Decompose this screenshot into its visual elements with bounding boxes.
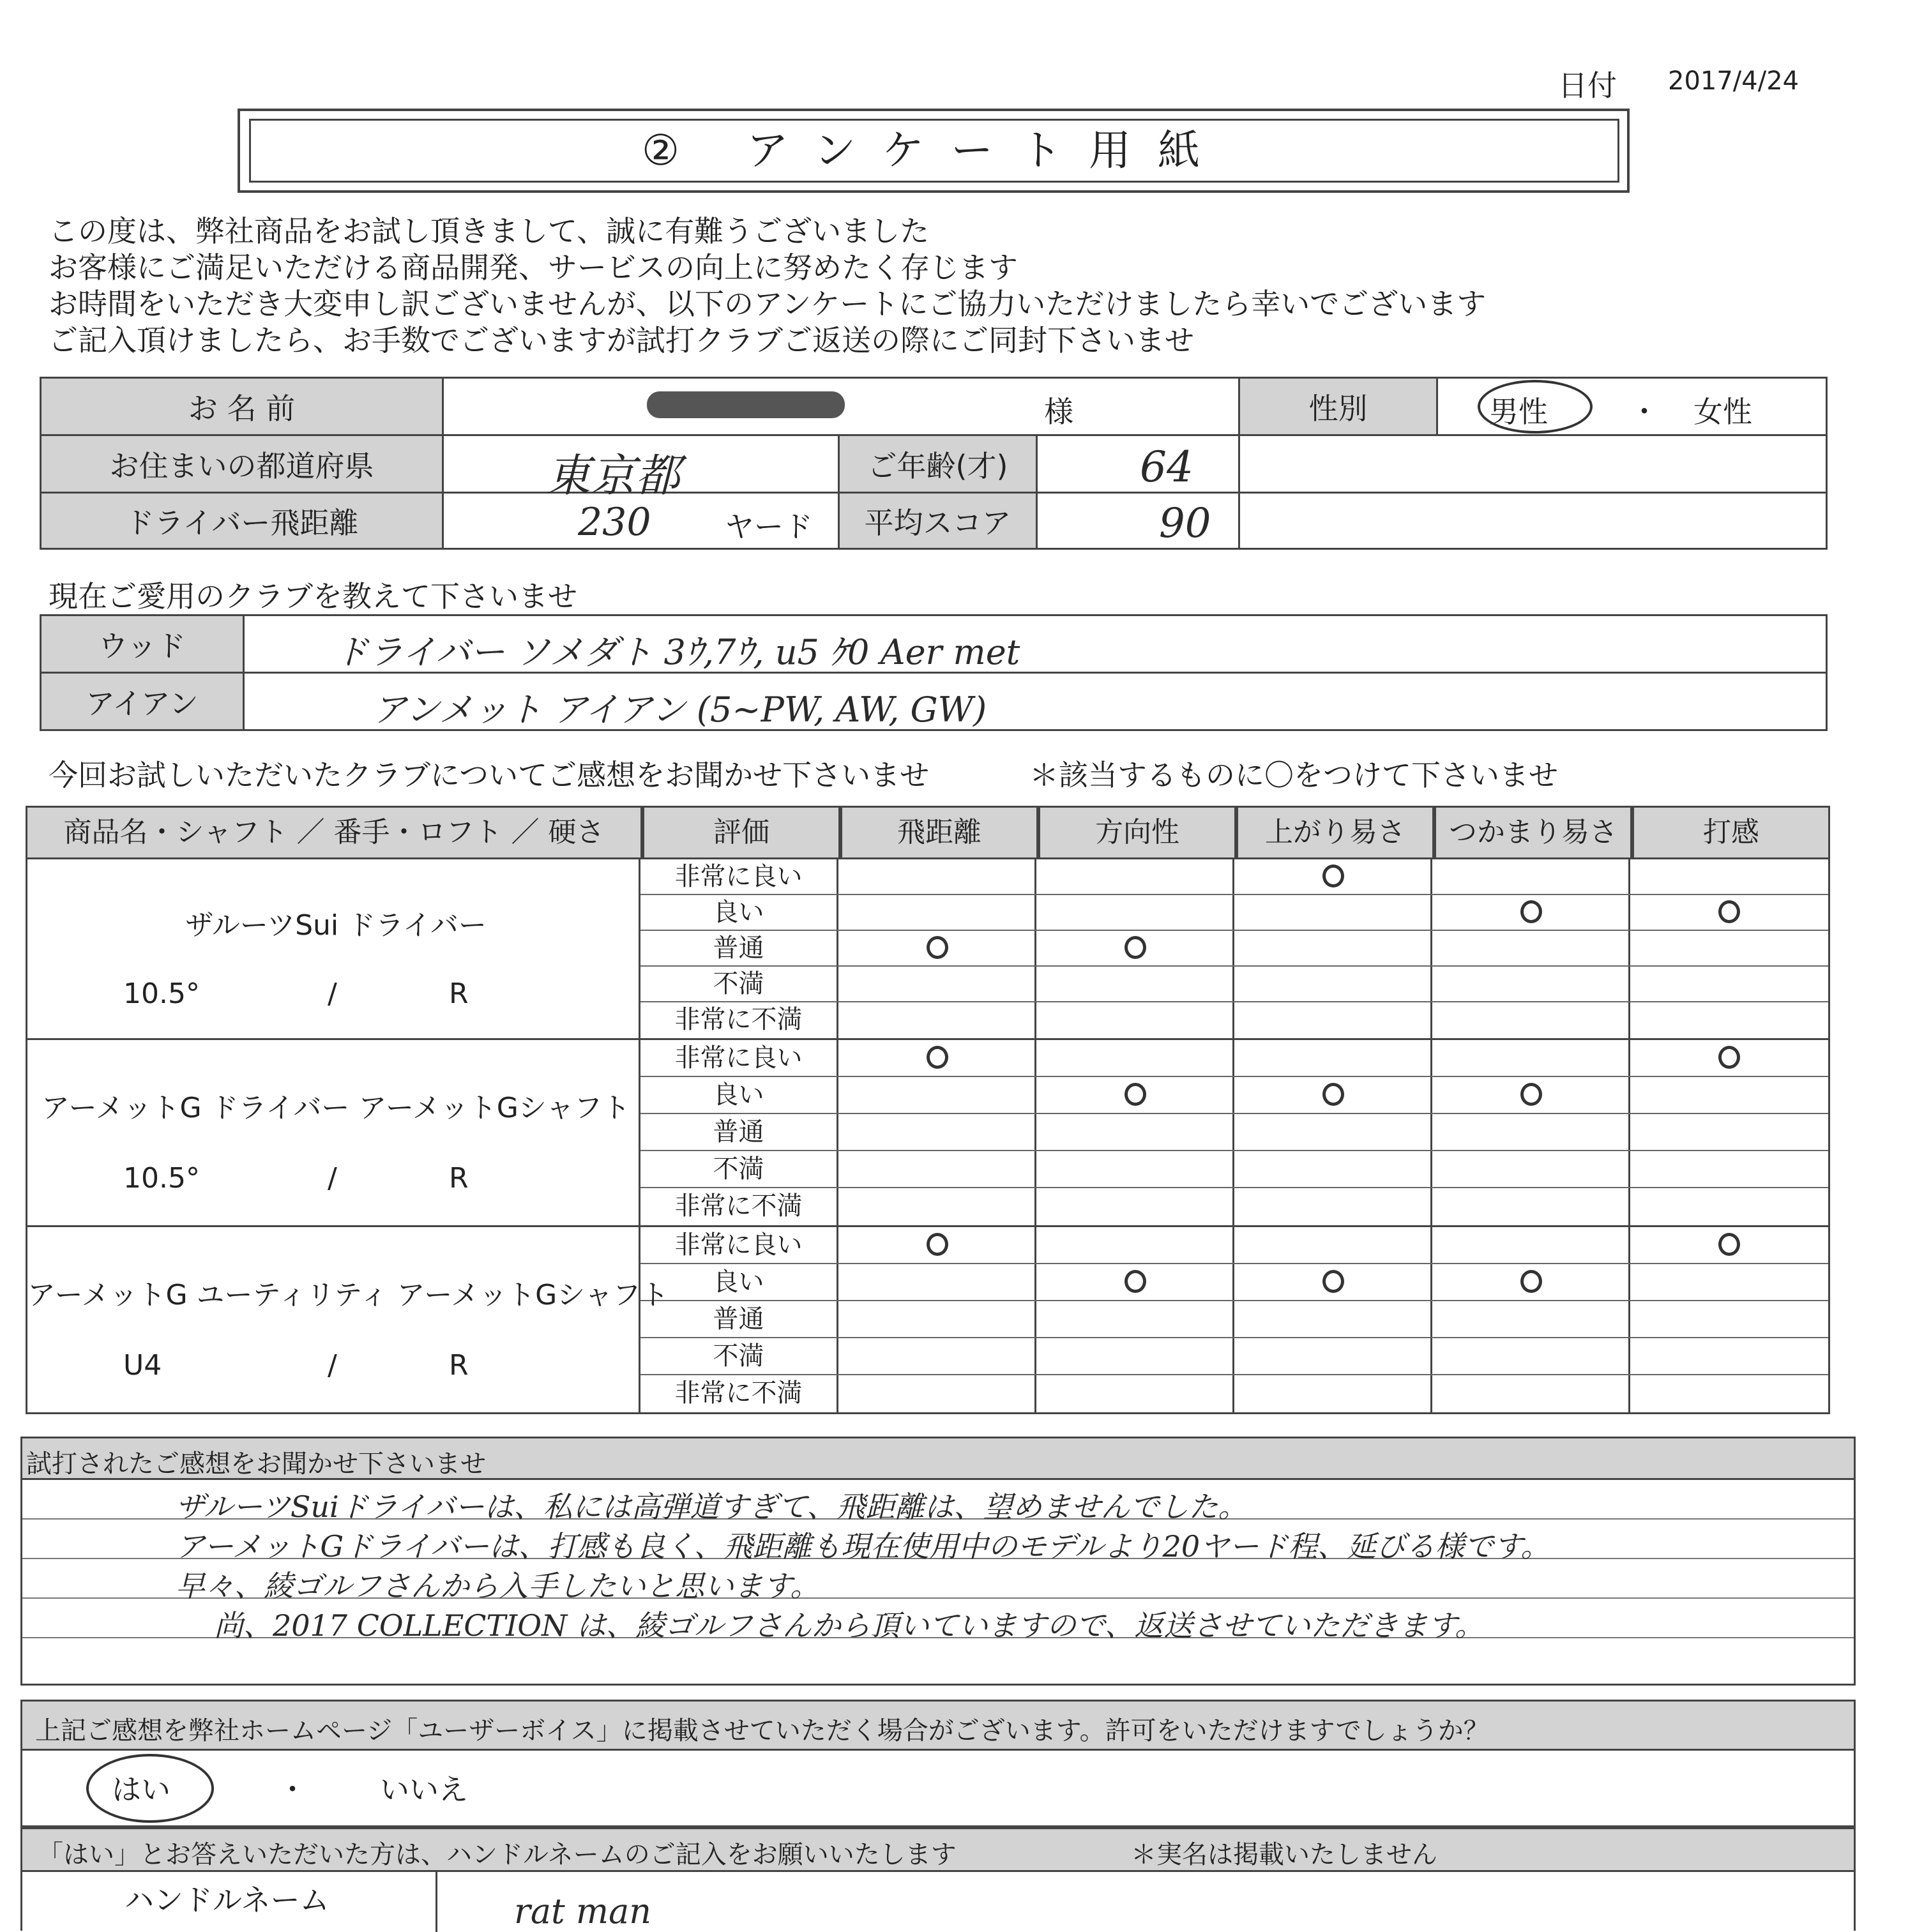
product-block xyxy=(26,1040,1830,1227)
intro-line: お客様にご満足いただける商品開発、サービスの向上に努めたく存じます xyxy=(49,250,1018,285)
permission-no[interactable]: いいえ xyxy=(380,1772,468,1807)
eval-body xyxy=(26,859,1830,1414)
rating-cell[interactable] xyxy=(1234,1077,1432,1113)
rating-label: 非常に不満 xyxy=(640,1375,838,1412)
iron-value: アンメット アイアン (5~PW, AW, GW) xyxy=(372,690,987,730)
rating-cell[interactable] xyxy=(1234,1264,1432,1300)
rating-cell[interactable] xyxy=(1630,895,1828,930)
rating-cell[interactable] xyxy=(1036,1375,1234,1412)
rating-row xyxy=(640,1114,1828,1151)
circle-mark xyxy=(1125,1083,1146,1106)
avg-score-cell[interactable] xyxy=(1037,493,1239,549)
impression-line: アーメットGドライバーは、打感も良く、飛距離も現在使用中のモデルより20ヤード程、延びる様です。 xyxy=(22,1520,1854,1559)
rating-row xyxy=(640,1002,1828,1038)
profile-table xyxy=(40,377,1828,550)
rating-cell[interactable] xyxy=(1630,967,1828,1001)
rating-cell[interactable] xyxy=(838,967,1036,1001)
rating-cell[interactable] xyxy=(1630,931,1828,965)
rating-label: 非常に不満 xyxy=(640,1002,838,1038)
rating-cell[interactable] xyxy=(1036,931,1234,965)
circle-mark xyxy=(1718,1046,1740,1069)
rating-cell[interactable] xyxy=(1234,1151,1432,1187)
rating-cell[interactable] xyxy=(838,1301,1036,1337)
rating-cell[interactable] xyxy=(1630,859,1828,894)
rating-cell[interactable] xyxy=(838,1338,1036,1374)
rating-label: 非常に良い xyxy=(640,859,838,894)
rating-cell[interactable] xyxy=(838,1151,1036,1187)
rating-cell[interactable] xyxy=(838,931,1036,965)
product-loft: U4 xyxy=(123,1349,162,1382)
rating-cell[interactable] xyxy=(838,1264,1036,1300)
impressions-box xyxy=(20,1437,1856,1686)
gender-female[interactable]: 女性 xyxy=(1693,395,1752,429)
rating-cell[interactable] xyxy=(1630,1188,1828,1225)
rating-label: 非常に良い xyxy=(640,1040,838,1076)
rating-label: 不満 xyxy=(640,1338,838,1374)
eval-note: ＊該当するものに〇をつけて下さいませ xyxy=(1029,758,1558,792)
rating-cell[interactable] xyxy=(1432,1375,1630,1412)
rating-cell[interactable] xyxy=(838,895,1036,930)
rating-grid xyxy=(640,859,1828,1038)
rating-cell[interactable] xyxy=(1234,1338,1432,1374)
rating-cell[interactable] xyxy=(1432,1040,1630,1076)
product-loft: 10.5° xyxy=(123,1162,200,1195)
rating-cell[interactable] xyxy=(1630,1077,1828,1113)
rating-cell[interactable] xyxy=(838,1114,1036,1150)
rating-cell[interactable] xyxy=(1630,1338,1828,1374)
date-value: 2017/4/24 xyxy=(1668,66,1799,96)
rating-cell[interactable] xyxy=(1432,1002,1630,1038)
handle-heading: 「はい」とお答えいただいた方は、ハンドルネームのご記入をお願いいたします xyxy=(38,1840,957,1869)
product-flex: R xyxy=(449,1349,469,1382)
rating-cell[interactable] xyxy=(1036,1301,1234,1337)
rating-cell[interactable] xyxy=(1432,1188,1630,1225)
rating-label: 非常に良い xyxy=(640,1227,838,1263)
handle-box xyxy=(20,1827,1856,1931)
permission-yes-circle-mark xyxy=(86,1754,214,1823)
prefecture-value: 東京都 xyxy=(546,449,680,502)
circle-mark xyxy=(927,1046,948,1069)
product-slash: / xyxy=(328,977,337,1010)
product-name: ザルーツSui ドライバー xyxy=(185,909,487,942)
handle-header xyxy=(22,1829,1854,1872)
impressions-lines[interactable] xyxy=(22,1480,1854,1643)
rating-label: 普通 xyxy=(640,1301,838,1337)
handle-cell[interactable] xyxy=(437,1872,1854,1932)
rating-cell[interactable] xyxy=(838,1077,1036,1113)
rating-cell[interactable] xyxy=(1036,1264,1234,1300)
product-slash: / xyxy=(328,1162,337,1195)
rating-row xyxy=(640,859,1828,895)
intro-line: この度は、弊社商品をお試し頂きまして、誠に有難うございました xyxy=(49,214,930,248)
rating-cell[interactable] xyxy=(1432,1151,1630,1187)
rating-cell[interactable] xyxy=(1432,1077,1630,1113)
circle-mark xyxy=(1718,1233,1740,1256)
rating-row xyxy=(640,1188,1828,1225)
rating-cell[interactable] xyxy=(1630,1264,1828,1300)
col-header-distance: 飛距離 xyxy=(840,806,1038,859)
product-block xyxy=(26,1227,1830,1414)
rating-cell[interactable] xyxy=(1036,1002,1234,1038)
product-name: アーメットG ドライバー アーメットGシャフト xyxy=(41,1092,631,1124)
circle-mark xyxy=(1322,864,1344,887)
rating-cell[interactable] xyxy=(838,1002,1036,1038)
rating-row xyxy=(640,1077,1828,1114)
handle-note: ＊実名は掲載いたしません xyxy=(1131,1840,1437,1869)
iron-label: アイアン xyxy=(41,673,244,730)
blank-cell xyxy=(1239,435,1827,493)
rating-label: 不満 xyxy=(640,1151,838,1187)
circle-mark xyxy=(1520,1270,1542,1293)
rating-cell[interactable] xyxy=(1630,1002,1828,1038)
rating-row xyxy=(640,1227,1828,1264)
wood-label: ウッド xyxy=(41,615,244,673)
permission-dot: ・ xyxy=(278,1772,307,1807)
rating-cell[interactable] xyxy=(1234,931,1432,965)
drive-distance-unit: ヤード xyxy=(725,509,813,544)
eval-header-row xyxy=(26,806,1830,859)
rating-cell[interactable] xyxy=(1432,1264,1630,1300)
rating-label: 良い xyxy=(640,895,838,930)
rating-label: 普通 xyxy=(640,931,838,965)
date-label: 日付 xyxy=(1558,68,1617,103)
rating-label: 非常に不満 xyxy=(640,1188,838,1225)
rating-row xyxy=(640,1301,1828,1338)
rating-cell[interactable] xyxy=(1234,1040,1432,1076)
iron-cell[interactable] xyxy=(244,673,1827,730)
circle-mark xyxy=(1322,1270,1344,1293)
rating-cell[interactable] xyxy=(1234,1188,1432,1225)
permission-yes[interactable]: はい xyxy=(112,1772,170,1807)
age-label: ご年齢(才) xyxy=(839,435,1037,493)
circle-mark xyxy=(1322,1083,1344,1106)
permission-question: 上記ご感想を弊社ホームページ「ユーザーボイス」に掲載させていただく場合がございます。許可をいただけますでしょうか？ xyxy=(35,1716,1489,1746)
clubs-table xyxy=(40,614,1828,731)
name-label: お 名 前 xyxy=(41,378,443,435)
rating-cell[interactable] xyxy=(1432,931,1630,965)
rating-cell[interactable] xyxy=(838,1227,1036,1263)
rating-row xyxy=(640,1040,1828,1077)
permission-header xyxy=(22,1702,1854,1751)
rating-row xyxy=(640,967,1828,1002)
rating-cell[interactable] xyxy=(1630,1375,1828,1412)
product-loft: 10.5° xyxy=(123,977,200,1010)
rating-cell[interactable] xyxy=(1630,1301,1828,1337)
impressions-heading: 試打されたご感想をお聞かせ下さいませ xyxy=(26,1449,486,1479)
rating-cell[interactable] xyxy=(1036,967,1234,1001)
page-title: ② アンケート用紙 xyxy=(249,119,1619,183)
handle-value: rat man xyxy=(514,1891,652,1931)
drive-distance-label: ドライバー飛距離 xyxy=(41,493,443,549)
rating-cell[interactable] xyxy=(1036,1151,1234,1187)
avg-score-value: 90 xyxy=(1159,500,1211,547)
rating-cell[interactable] xyxy=(1234,859,1432,894)
circle-mark xyxy=(1520,1083,1542,1106)
drive-distance-value: 230 xyxy=(578,500,651,545)
intro-line: お時間をいただき大変申し訳ございませんが、以下のアンケートにご協力いただけましたら幸いでございます xyxy=(49,287,1487,321)
rating-row xyxy=(640,1264,1828,1301)
avg-score-label: 平均スコア xyxy=(839,493,1037,549)
rating-cell[interactable] xyxy=(1432,967,1630,1001)
product-block xyxy=(26,859,1830,1040)
col-header-launch: 上がり易さ xyxy=(1236,806,1434,859)
intro-text xyxy=(49,213,1486,359)
col-header-grip: つかまり易さ xyxy=(1434,806,1632,859)
rating-cell[interactable] xyxy=(838,859,1036,894)
rating-label: 良い xyxy=(640,1264,838,1300)
circle-mark xyxy=(1125,1270,1146,1293)
rating-cell[interactable] xyxy=(1036,1114,1234,1150)
age-value: 64 xyxy=(1140,442,1193,492)
rating-cell[interactable] xyxy=(1432,1301,1630,1337)
rating-cell[interactable] xyxy=(1630,1151,1828,1187)
rating-cell[interactable] xyxy=(1234,967,1432,1001)
blank-cell xyxy=(1239,493,1827,549)
handle-label: ハンドルネーム xyxy=(22,1872,437,1932)
rating-cell[interactable] xyxy=(1432,895,1630,930)
gender-male[interactable]: 男性 xyxy=(1489,395,1548,429)
impression-line: 早々、綾ゴルフさんから入手したいと思います。 xyxy=(22,1559,1854,1599)
handle-row xyxy=(22,1872,1854,1932)
rating-row xyxy=(640,1375,1828,1412)
prefecture-cell[interactable] xyxy=(443,435,839,502)
rating-label: 良い xyxy=(640,1077,838,1113)
product-info xyxy=(27,859,640,1038)
rating-cell[interactable] xyxy=(1234,1002,1432,1038)
rating-cell[interactable] xyxy=(1432,1114,1630,1150)
impression-line: ザルーツSuiドライバーは、私には高弾道すぎて、飛距離は、望めませんでした。 xyxy=(22,1480,1854,1520)
rating-grid xyxy=(640,1227,1828,1412)
impression-line: 尚、2017 COLLECTION は、綾ゴルフさんから頂いていますので、返送させていただきます。 xyxy=(22,1599,1854,1638)
rating-cell[interactable] xyxy=(1036,1338,1234,1374)
rating-cell[interactable] xyxy=(1036,1227,1234,1263)
rating-cell[interactable] xyxy=(1432,1338,1630,1374)
name-suffix: 様 xyxy=(1044,395,1073,429)
product-slash: / xyxy=(328,1349,337,1382)
rating-cell[interactable] xyxy=(1234,1227,1432,1263)
gender-cell[interactable] xyxy=(1437,378,1827,435)
rating-cell[interactable] xyxy=(1234,1301,1432,1337)
rating-cell[interactable] xyxy=(1234,895,1432,930)
evaluation-table xyxy=(26,806,1830,1414)
rating-cell[interactable] xyxy=(1036,895,1234,930)
product-flex: R xyxy=(449,1162,469,1195)
circle-mark xyxy=(1718,900,1740,923)
circle-mark xyxy=(927,936,948,959)
rating-row xyxy=(640,1338,1828,1375)
rating-cell[interactable] xyxy=(1234,1375,1432,1412)
rating-label: 普通 xyxy=(640,1114,838,1150)
rating-label: 不満 xyxy=(640,967,838,1001)
rating-cell[interactable] xyxy=(1630,1227,1828,1263)
col-header-direction: 方向性 xyxy=(1038,806,1236,859)
intro-line: ご記入頂けましたら、お手数でございますが試打クラブご返送の際にご同封下さいませ xyxy=(49,323,1194,358)
drive-distance-cell[interactable] xyxy=(443,493,839,549)
rating-row xyxy=(640,931,1828,967)
name-redaction xyxy=(647,391,845,418)
rating-cell[interactable] xyxy=(1036,1077,1234,1113)
product-name: アーメットG ユーティリティ アーメットGシャフト xyxy=(27,1279,669,1311)
gender-circle-mark xyxy=(1478,380,1593,434)
circle-mark xyxy=(1125,936,1146,959)
col-header-feel: 打感 xyxy=(1632,806,1830,859)
rating-grid xyxy=(640,1040,1828,1225)
name-cell[interactable] xyxy=(443,378,1239,435)
rating-cell[interactable] xyxy=(1234,1114,1432,1150)
product-info xyxy=(27,1040,640,1225)
gender-dot: ・ xyxy=(1630,395,1659,429)
rating-cell[interactable] xyxy=(838,1188,1036,1225)
col-header-rating: 評価 xyxy=(642,806,840,859)
rating-cell[interactable] xyxy=(1036,1040,1234,1076)
rating-cell[interactable] xyxy=(1432,859,1630,894)
product-info xyxy=(27,1227,669,1412)
rating-cell[interactable] xyxy=(1036,1188,1234,1225)
rating-row xyxy=(640,895,1828,931)
rating-cell[interactable] xyxy=(1630,1114,1828,1150)
product-flex: R xyxy=(449,977,469,1010)
rating-cell[interactable] xyxy=(838,1375,1036,1412)
col-header-product: 商品名・シャフト ／ 番手・ロフト ／ 硬さ xyxy=(26,806,642,859)
permission-box xyxy=(20,1700,1856,1827)
circle-mark xyxy=(1520,900,1542,923)
rating-cell[interactable] xyxy=(1036,859,1234,894)
circle-mark xyxy=(927,1233,948,1256)
rating-row xyxy=(640,1151,1828,1188)
clubs-heading: 現在ご愛用のクラブを教えて下さいませ xyxy=(49,579,577,614)
eval-heading: 今回お試しいただいたクラブについてご感想をお聞かせ下さいませ xyxy=(49,758,930,792)
rating-cell[interactable] xyxy=(838,1040,1036,1076)
impressions-header xyxy=(22,1438,1854,1480)
wood-value: ドライバー ソメダト 3ｳ,7ｳ, u5 ｹ0 Aer met xyxy=(334,632,1020,672)
rating-cell[interactable] xyxy=(1432,1227,1630,1263)
rating-cell[interactable] xyxy=(1630,1040,1828,1076)
gender-label: 性別 xyxy=(1239,378,1437,435)
prefecture-label: お住まいの都道府県 xyxy=(41,435,443,493)
age-cell[interactable] xyxy=(1037,435,1239,493)
wood-cell[interactable] xyxy=(244,615,1827,673)
